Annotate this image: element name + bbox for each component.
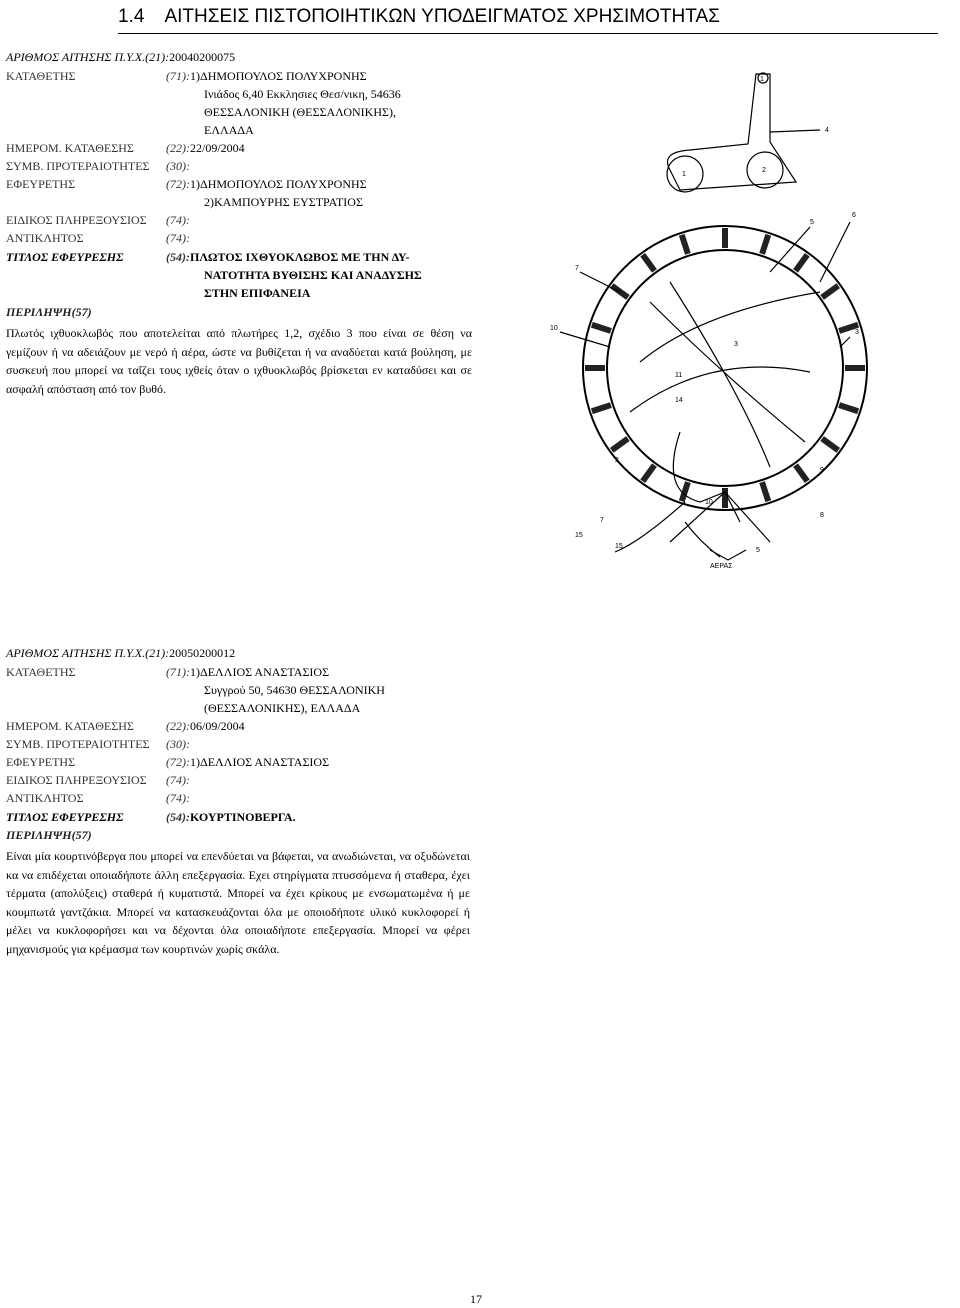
ring-spokes: [585, 228, 865, 508]
label-1: 1: [760, 76, 764, 83]
ring-spoke: [796, 465, 808, 481]
label-2: 2: [762, 167, 766, 174]
ring-spoke: [643, 255, 655, 271]
filing-date-value: 06/09/2004: [190, 719, 245, 733]
ring-spoke: [682, 235, 688, 254]
ring-spoke: [643, 465, 655, 481]
heading-rule: [118, 33, 938, 34]
page-number: 17: [470, 1292, 482, 1306]
label-6: 6: [852, 212, 856, 219]
svg-text:7: 7: [600, 517, 604, 524]
ring-spoke: [822, 286, 838, 298]
svg-text:8: 8: [820, 512, 824, 519]
svg-text:14: 14: [675, 397, 683, 404]
cage-inner-ring: [607, 250, 843, 486]
filing-date-value: 22/09/2004: [190, 141, 245, 155]
inventor-value: 1)ΔΕΛΛΙΟΣ ΑΝΑΣΤΑΣΙΟΣ: [190, 755, 330, 769]
application-number-value: 20040200075: [169, 50, 236, 64]
label-7: 7: [575, 265, 579, 272]
inventor-value: 1)ΔΗΜΟΠΟΥΛΟΣ ΠΟΛΥΧΡΟΝΗΣ: [190, 177, 367, 191]
abstract-text: Είναι μία κουρτινόβεργα που μπορεί να επενδύεται να βάφεται, να ανωδιώνεται, να οξυδώνεται κα να επιδέχεται οποιαδήποτε άλλη επεξεργασία. Εχει στηρίγματα πτυσσόμενα ή σταθερα, έχει τέρματα (απολύξεις) σταθερά ή κυματιστά. Μπορεί να έχει κρίκους με ενσωματωμένα ή με κουμπωτά γαντζάκια. Μπορεί να κατασκευάζονται όλα με οποιοδήποτε υλικό κυκλοφορεί ή μέλει να κυκλοφορήσει και να δέχονται όλα οποιαδήποτε επεξεργασία. Μπορεί να φέρει μηχανισμούς για κρέμασμα των κουρτινών χωρίς σκάλα.: [6, 849, 470, 956]
svg-text:2: 2: [615, 457, 619, 464]
applicant-value: 1)ΔΗΜΟΠΟΥΛΟΣ ΠΟΛΥΧΡΟΝΗΣ: [190, 69, 367, 83]
section-heading-text: 1.4 ΑΙΤΗΣΕΙΣ ΠΙΣΤΟΠΟΙΗΤΙΚΩΝ ΥΠΟΔΕΙΓΜΑΤΟΣ ΧΡΗΣΙΜΟΤΗΤΑΣ: [118, 6, 720, 27]
invention-title: ΠΛΩΤΟΣ ΙΧΘΥΟΚΛΩΒΟΣ ΜΕ ΤΗΝ ΔΥ-: [190, 250, 410, 264]
applicant-value: 1)ΔΕΛΛΙΟΣ ΑΝΑΣΤΑΣΙΟΣ: [190, 665, 330, 679]
svg-text:3: 3: [734, 341, 738, 348]
application-number-label: ΑΡΙΘΜΟΣ ΑΙΤΗΣΗΣ Π.Υ.Χ.(21):: [6, 50, 170, 64]
abstract-text: Πλωτός ιχθυοκλωβός που αποτελείται από πλωτήρες 1,2, σχέδιο 3 που είναι σε θέση να γεμίζουν ή να αδειάζουν με νερό ή αέρα, ώστε να βυθίζεται ή να αναδύεται κατά βούληση, με συσκευή που μπορεί να ταΐζει τους ιχθείς όταν ο ιχθυοκλωβός βρίσκεται εν καταδύσει και σε ασφαλή απόσταση από τον βυθό.: [6, 326, 472, 396]
application-number-value: 20050200012: [169, 646, 236, 660]
ring-spoke: [592, 325, 611, 331]
application-number: [6, 50, 235, 65]
ring-spoke: [762, 482, 768, 501]
ring-spoke: [592, 405, 611, 411]
ring-spoke: [839, 405, 858, 411]
label-5: 5: [810, 219, 814, 226]
svg-text:15: 15: [575, 532, 583, 539]
svg-text:3: 3: [855, 329, 859, 336]
applicant-label: ΚΑΤΑΘΕΤΗΣ: [6, 69, 76, 83]
ring-spoke: [682, 482, 688, 501]
fish-cage-drawing: [520, 72, 950, 572]
label-air: ΑΕΡΑΣ: [710, 563, 733, 570]
svg-text:9: 9: [820, 467, 824, 474]
abstract-label: ΠΕΡΙΛΗΨΗ(57): [6, 305, 92, 319]
svg-text:15: 15: [615, 543, 623, 550]
ring-spoke: [612, 439, 628, 451]
ring-spoke: [762, 235, 768, 254]
svg-text:1: 1: [682, 171, 686, 178]
svg-text:11: 11: [675, 372, 683, 379]
invention-title: ΚΟΥΡΤΙΝΟΒΕΡΓΑ.: [190, 810, 296, 824]
section-heading: [118, 6, 938, 34]
abstract-label: ΠΕΡΙΛΗΨΗ(57): [6, 828, 92, 842]
label-10: 10: [550, 325, 558, 332]
svg-text:5: 5: [756, 547, 760, 554]
ring-spoke: [796, 255, 808, 271]
application-number: ΑΡΙΘΜΟΣ ΑΙΤΗΣΗΣ Π.Υ.Χ.(21):20050200012: [6, 646, 236, 660]
applicant-code: (71):: [166, 69, 190, 83]
ring-spoke: [822, 439, 838, 451]
cage-outer-ring: [583, 226, 867, 510]
svg-text:10: 10: [705, 499, 713, 506]
label-4: 4: [825, 127, 829, 134]
